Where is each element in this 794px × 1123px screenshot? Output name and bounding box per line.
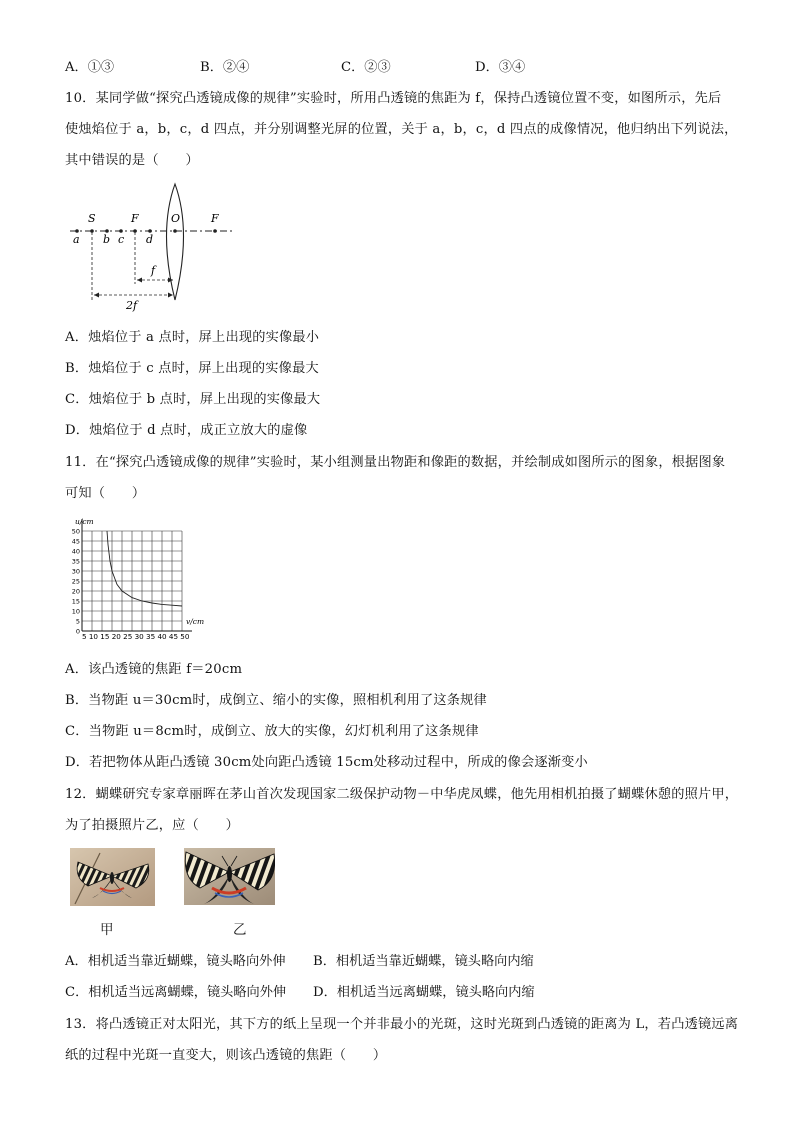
q13-stem-line-1: 13．将凸透镜正对太阳光，其下方的纸上呈现一个并非最小的光斑，这时光斑到凸透镜的距离为 L，若凸透镜远离 [65, 1017, 739, 1032]
photo-a-caption: 甲 [100, 922, 114, 938]
q9-option-b: B．②④ [200, 60, 250, 75]
butterfly-photo-b [184, 848, 275, 905]
butterfly-photo-a [70, 848, 155, 906]
q11-stem-line-1: 11．在“探究凸透镜成像的规律”实验时，某小组测量出物距和像距的数据，并绘制成如图所示的图象，根据图象 [65, 455, 726, 470]
label-f-distance: f [151, 264, 156, 277]
q12-option-d: D．相机适当远离蝴蝶，镜头略向内缩 [313, 985, 535, 1000]
q10-option-d: D．烛焰位于 d 点时，成正立放大的虚像 [65, 423, 308, 438]
y-tick-label: 40 [71, 547, 80, 556]
q11-option-c: C．当物距 u＝8cm时，成倒立、放大的实像，幻灯机利用了这条规律 [65, 724, 479, 739]
convex-lens [167, 184, 184, 300]
x-tick-labels: 5 10 15 20 25 30 35 40 45 50 [82, 632, 190, 641]
q12-stem-line-1: 12．蝴蝶研究专家章丽晖在茅山首次发现国家二级保护动物－中华虎凤蝶，他先用相机拍摄了蝴蝶休憩的照片甲， [65, 787, 739, 802]
label-c: c [118, 233, 125, 246]
y-tick-label: 30 [71, 567, 80, 576]
label-s: S [88, 212, 96, 225]
photo-b-caption: 乙 [233, 922, 247, 938]
y-tick-label: 25 [71, 577, 80, 586]
y-axis-label: u/cm [75, 517, 94, 526]
q13-stem-line-2: 纸的过程中光斑一直变大，则该凸透镜的焦距（ ） [65, 1048, 387, 1063]
q11-option-a: A．该凸透镜的焦距 f＝20cm [65, 662, 243, 677]
label-f-right: F [211, 212, 219, 225]
label-o: O [171, 212, 181, 225]
q11-stem-line-2: 可知（ ） [65, 486, 146, 501]
y-tick-label: 50 [71, 527, 80, 536]
q12-option-b: B．相机适当靠近蝴蝶，镜头略向内缩 [313, 954, 534, 969]
label-b: b [103, 233, 111, 246]
q10-stem-line-2: 使烛焰位于 a，b，c，d 四点，并分别调整光屏的位置，关于 a，b，c，d 四点的成像情况，他归纳出下列说法， [65, 122, 738, 137]
q12-option-a: A．相机适当靠近蝴蝶，镜头略向外伸 [65, 954, 286, 969]
lens-diagram [68, 180, 238, 315]
q9-option-d: D．③④ [475, 60, 526, 75]
q12-stem-line-2: 为了拍摄照片乙，应（ ） [65, 818, 240, 833]
label-a: a [73, 233, 80, 246]
x-axis-label: v/cm [186, 617, 205, 626]
point-f-right [213, 229, 217, 233]
y-tick-label: 35 [71, 557, 80, 566]
uv-curve [107, 531, 182, 606]
label-d: d [146, 233, 154, 246]
y-tick-label: 10 [71, 607, 80, 616]
q10-option-b: B．烛焰位于 c 点时，屏上出现的实像最大 [65, 361, 319, 376]
q10-stem-line-1: 10．某同学做“探究凸透镜成像的规律”实验时，所用凸透镜的焦距为 f，保持凸透镜位置不变，如图所示，先后 [65, 91, 722, 106]
y-tick-label: 0 [75, 627, 80, 636]
label-2f-distance: 2f [126, 299, 138, 312]
y-tick-label: 20 [71, 587, 80, 596]
q10-stem-line-3: 其中错误的是（ ） [65, 153, 199, 168]
q9-option-a: A．①③ [65, 60, 115, 75]
point-o [173, 229, 177, 233]
q10-option-a: A．烛焰位于 a 点时，屏上出现的实像最小 [65, 330, 320, 345]
q11-option-b: B．当物距 u＝30cm时，成倒立、缩小的实像，照相机利用了这条规律 [65, 693, 487, 708]
q12-option-c: C．相机适当远离蝴蝶，镜头略向外伸 [65, 985, 287, 1000]
label-f-left: F [131, 212, 139, 225]
q10-option-c: C．烛焰位于 b 点时，屏上出现的实像最大 [65, 392, 321, 407]
y-tick-label: 5 [75, 617, 80, 626]
q9-option-c: C．②③ [341, 60, 391, 75]
y-tick-label: 45 [71, 537, 80, 546]
q11-option-d: D．若把物体从距凸透镜 30cm处向距凸透镜 15cm处移动过程中，所成的像会逐渐变小 [65, 755, 588, 770]
uv-graph [62, 508, 212, 643]
y-tick-label: 15 [71, 597, 80, 606]
